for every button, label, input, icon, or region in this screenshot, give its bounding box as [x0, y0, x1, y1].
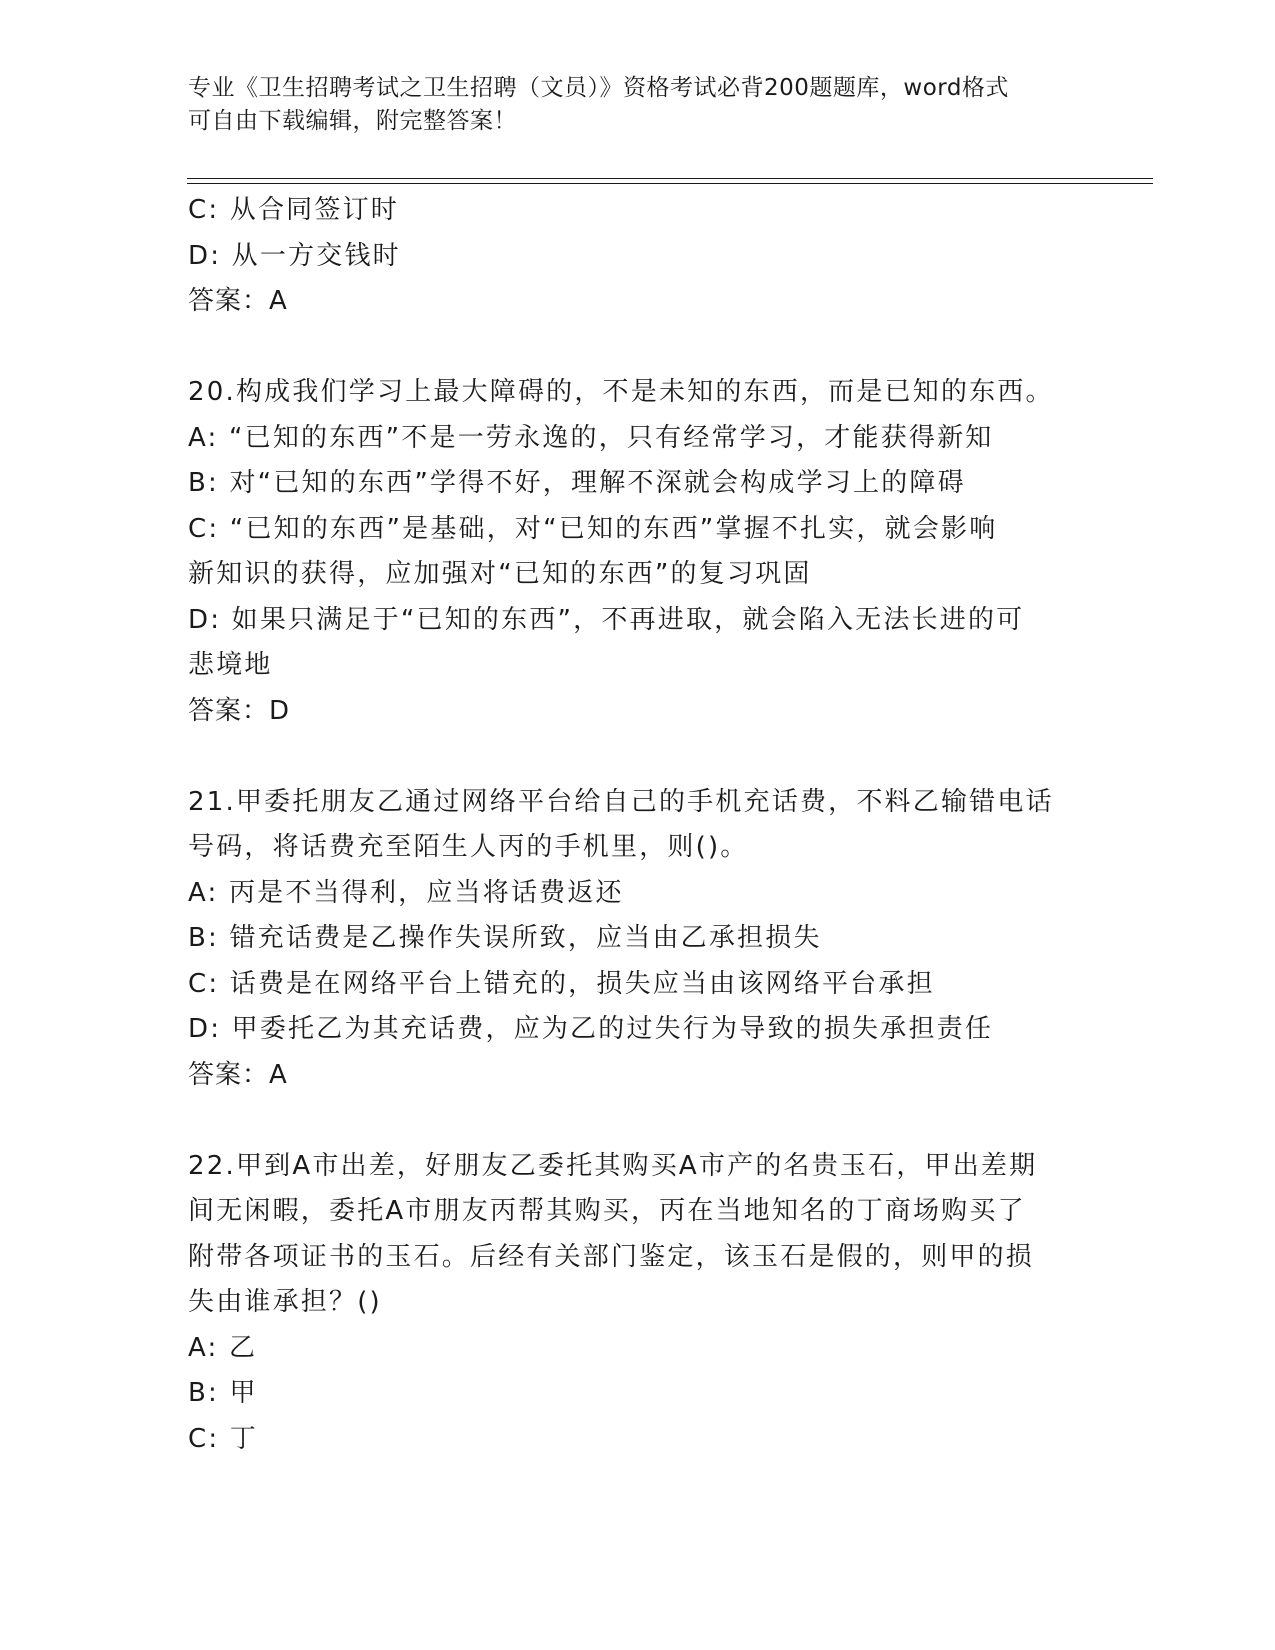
option-d: D: 如果只满足于“已知的东西”，不再进取，就会陷入无法长进的可 — [188, 604, 1025, 635]
option-b: B: 错充话费是乙操作失误所致，应当由乙承担损失 — [188, 923, 822, 953]
question-stem-continued: 失由谁承担？() — [188, 1287, 382, 1317]
option-a: A: 乙 — [188, 1332, 258, 1363]
answer-label: 答案：D — [188, 695, 291, 726]
spacer — [188, 325, 1088, 371]
question-22 — [188, 1144, 1088, 1463]
option-b: B: 甲 — [188, 1378, 258, 1408]
option-c: C: “已知的东西”是基础，对“已知的东西”掌握不扎实，就会影响 — [188, 513, 998, 544]
document-header — [188, 72, 1088, 138]
answer-label: 答案：A — [188, 286, 288, 316]
question-stem: 21.甲委托朋友乙通过网络平台给自己的手机充话费，不料乙输错电话 — [188, 786, 1054, 817]
option-d: D: 从一方交钱时 — [188, 240, 401, 271]
question-21 — [188, 780, 1088, 1099]
option-b: B: 对“已知的东西”学得不好，理解不深就会构成学习上的障碍 — [188, 468, 966, 498]
option-a: A: 丙是不当得利，应当将话费返还 — [188, 877, 624, 908]
answer-label: 答案：A — [188, 1059, 288, 1090]
option-a: A: “已知的东西”不是一劳永逸的，只有经常学习，才能获得新知 — [188, 422, 994, 453]
question-stem-continued: 附带各项证书的玉石。后经有关部门鉴定，该玉石是假的，则甲的损 — [188, 1241, 1035, 1272]
option-c: C: 丁 — [188, 1423, 258, 1454]
header-rule-top — [187, 178, 1153, 179]
header-line-2: 可自由下载编辑，附完整答案！ — [188, 108, 517, 134]
spacer — [188, 1098, 1088, 1144]
header-line-1: 专业《卫生招聘考试之卫生招聘（文员）》资格考试必背200题题库，word格式 — [188, 75, 1009, 101]
option-c: C: 话费是在网络平台上错充的，损失应当由该网络平台承担 — [188, 968, 935, 999]
header-rule-bottom — [187, 183, 1153, 184]
option-c-continued: 新知识的获得，应加强对“已知的东西”的复习巩固 — [188, 559, 812, 589]
question-content — [188, 188, 1088, 1462]
option-d-continued: 悲境地 — [188, 650, 273, 680]
question-stem: 22.甲到A市出差，好朋友乙委托其购买A市产的名贵玉石，甲出差期 — [188, 1150, 1038, 1181]
option-d: D: 甲委托乙为其充话费，应为乙的过失行为导致的损失承担责任 — [188, 1014, 994, 1044]
question-stem: 20.构成我们学习上最大障碍的，不是未知的东西，而是已知的东西。 — [188, 377, 1054, 407]
previous-question — [188, 188, 1088, 325]
spacer — [188, 734, 1088, 780]
question-20 — [188, 370, 1088, 734]
option-c: C: 从合同签订时 — [188, 195, 399, 225]
question-stem-continued: 号码，将话费充至陌生人丙的手机里，则()。 — [188, 832, 749, 862]
question-stem-continued: 间无闲暇，委托A市朋友丙帮其购买，丙在当地知名的丁商场购买了 — [188, 1196, 1026, 1226]
